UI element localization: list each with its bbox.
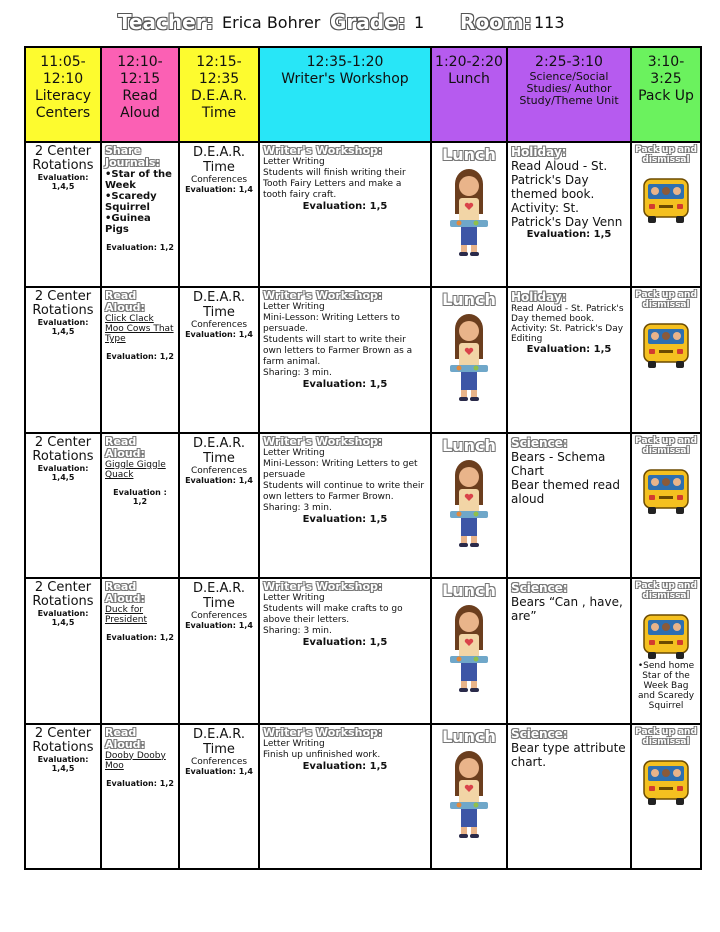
dear-evaluation: Evaluation: 1,4 <box>185 621 253 631</box>
writers-workshop-evaluation: Evaluation: 1,5 <box>302 760 388 772</box>
science-cell <box>507 433 631 578</box>
read-aloud-cell <box>101 724 179 869</box>
dear-cell <box>179 287 259 432</box>
lunch-cell <box>431 287 507 432</box>
column-header-literacy: 11:05-12:10 Literacy Centers <box>25 47 101 142</box>
column-header-read-aloud: 12:10-12:15 Read Aloud <box>101 47 179 142</box>
science-title: Holiday: <box>511 290 567 305</box>
share-journal-item: •Scaredy Squirrel <box>105 190 157 213</box>
writers-workshop-line: Students will finish writing their Tooth Fairy Letters and make a tooth fairy craft. <box>263 167 406 200</box>
dear-cell <box>179 578 259 723</box>
pack-up-cell <box>631 578 701 723</box>
lunch-cell <box>431 578 507 723</box>
pack-up-title: Pack up and dismissal <box>635 726 697 747</box>
science-cell <box>507 142 631 287</box>
teacher-label: Teacher: <box>118 10 214 34</box>
column-header-science: 2:25-3:10 Science/Social Studies/ Author Study/Theme Unit <box>507 47 631 142</box>
book-title: Duck for President <box>105 605 147 626</box>
dear-title: D.E.A.R. Time <box>193 726 245 757</box>
science-line: Read Aloud - St. Patrick's Day themed book. <box>511 304 624 325</box>
writers-workshop-cell <box>259 578 431 723</box>
writers-workshop-line: Sharing: 3 min. <box>263 502 332 513</box>
dear-evaluation: Evaluation: 1,4 <box>185 766 253 776</box>
header-row <box>25 47 701 142</box>
lunch-title: Lunch <box>442 144 496 164</box>
science-line: Bear themed read aloud <box>511 477 620 506</box>
schedule-row <box>25 724 701 869</box>
schedule-table <box>24 46 702 870</box>
dear-title: D.E.A.R. Time <box>193 290 245 321</box>
dear-conferences: Conferences <box>190 756 248 767</box>
read-aloud-evaluation: Evaluation: 1,2 <box>106 352 174 362</box>
science-evaluation: Evaluation: 1,5 <box>526 228 612 240</box>
centers-title: 2 Center Rotations <box>32 580 94 610</box>
science-title: Holiday: <box>511 144 567 159</box>
schedule-row <box>25 433 701 578</box>
book-title: Dooby Dooby Moo <box>105 750 166 771</box>
writers-workshop-title: Writer's Workshop: <box>263 289 383 303</box>
read-aloud-cell <box>101 433 179 578</box>
science-line: Bears “Can , have, are” <box>511 595 623 624</box>
writers-workshop-cell <box>259 287 431 432</box>
school-bus-icon <box>640 755 692 807</box>
centers-title: 2 Center Rotations <box>32 725 94 755</box>
literacy-centers-cell <box>25 433 101 578</box>
dear-conferences: Conferences <box>190 174 248 185</box>
centers-evaluation: Evaluation: 1,4,5 <box>37 463 89 482</box>
writers-workshop-line: Mini-Lesson: Writing Letters to get persuade <box>263 458 418 480</box>
science-cell <box>507 287 631 432</box>
writers-workshop-title: Writer's Workshop: <box>263 725 383 739</box>
lunch-cell <box>431 724 507 869</box>
page-header <box>0 10 720 38</box>
lunch-title: Lunch <box>442 290 496 310</box>
centers-evaluation: Evaluation: 1,4,5 <box>37 172 89 191</box>
pack-up-cell <box>631 433 701 578</box>
dear-cell <box>179 433 259 578</box>
writers-workshop-cell <box>259 433 431 578</box>
science-cell <box>507 578 631 723</box>
book-title: Click Clack Moo Cows That Type <box>105 314 174 345</box>
read-aloud-title: Read Aloud: <box>105 434 145 460</box>
dear-evaluation: Evaluation: 1,4 <box>185 184 253 194</box>
writers-workshop-evaluation: Evaluation: 1,5 <box>302 379 388 391</box>
read-aloud-evaluation: Evaluation: 1,2 <box>106 778 174 788</box>
room-label: Room: <box>460 10 532 34</box>
science-title: Science: <box>511 726 568 741</box>
school-bus-icon <box>640 318 692 370</box>
dear-evaluation: Evaluation: 1,4 <box>185 330 253 340</box>
writers-workshop-title: Writer's Workshop: <box>263 143 383 157</box>
writers-workshop-line: Sharing: 3 min. <box>263 626 332 637</box>
dear-cell <box>179 142 259 287</box>
school-bus-icon <box>640 464 692 516</box>
lunch-girl-icon <box>442 168 496 256</box>
pack-up-title: Pack up and dismissal <box>635 290 697 311</box>
teacher-name: Erica Bohrer <box>222 13 321 32</box>
dear-title: D.E.A.R. Time <box>193 435 245 466</box>
lunch-cell <box>431 433 507 578</box>
read-aloud-evaluation: Evaluation : 1,2 <box>113 487 167 506</box>
science-line: Bear type attribute chart. <box>511 740 626 769</box>
science-evaluation: Evaluation: 1,5 <box>526 344 612 356</box>
pack-up-title: Pack up and dismissal <box>635 581 697 602</box>
column-header-writers: 12:35-1:20 Writer's Workshop <box>259 47 431 142</box>
book-title: Giggle Giggle Quack <box>105 459 166 480</box>
literacy-centers-cell <box>25 724 101 869</box>
centers-title: 2 Center Rotations <box>32 143 94 173</box>
share-journal-item: •Star of the Week <box>105 168 172 191</box>
lunch-girl-icon <box>442 459 496 547</box>
science-cell <box>507 724 631 869</box>
lunch-girl-icon <box>442 604 496 692</box>
room-value: 113 <box>534 13 565 32</box>
column-header-pack-up: 3:10-3:25 Pack Up <box>631 47 701 142</box>
pack-up-cell <box>631 142 701 287</box>
writers-workshop-line: Students will start to write their own letters to Farmer Brown as a farm animal. <box>263 335 413 368</box>
schedule-row <box>25 287 701 432</box>
dear-evaluation: Evaluation: 1,4 <box>185 475 253 485</box>
science-line: Read Aloud - St. Patrick's Day themed book. <box>511 158 608 201</box>
pack-up-cell <box>631 724 701 869</box>
dear-conferences: Conferences <box>190 611 248 622</box>
read-aloud-title: Read Aloud: <box>105 289 145 315</box>
read-aloud-cell <box>101 142 179 287</box>
writers-workshop-line: Finish up unfinished work. <box>263 749 381 760</box>
science-line: Activity: St. Patrick's Day Editing <box>511 324 624 345</box>
lunch-title: Lunch <box>442 581 496 601</box>
lunch-title: Lunch <box>442 726 496 746</box>
pack-up-note: •Send home Star of the Week Bag and Scaredy Squirrel <box>637 661 695 712</box>
read-aloud-cell <box>101 287 179 432</box>
writers-workshop-line: Students will make crafts to go above their letters. <box>263 604 403 626</box>
column-header-lunch: 1:20-2:20 Lunch <box>431 47 507 142</box>
writers-workshop-line: Letter Writing <box>263 302 325 313</box>
writers-workshop-line: Letter Writing <box>263 593 325 604</box>
writers-workshop-line: Letter Writing <box>263 156 325 167</box>
centers-title: 2 Center Rotations <box>32 289 94 319</box>
read-aloud-title: Read Aloud: <box>105 725 145 751</box>
read-aloud-title: Share Journals: <box>105 143 160 169</box>
dear-conferences: Conferences <box>190 465 248 476</box>
writers-workshop-evaluation: Evaluation: 1,5 <box>302 200 388 212</box>
centers-evaluation: Evaluation: 1,4,5 <box>37 754 89 773</box>
writers-workshop-line: Letter Writing <box>263 447 325 458</box>
writers-workshop-line: Mini-Lesson: Writing Letters to persuade. <box>263 313 400 335</box>
writers-workshop-line: Students will continue to write their own letters to Farmer Brown. <box>263 480 425 502</box>
school-bus-icon <box>640 609 692 661</box>
writers-workshop-title: Writer's Workshop: <box>263 580 383 594</box>
centers-evaluation: Evaluation: 1,4,5 <box>37 318 89 337</box>
column-header-dear: 12:15-12:35 D.E.A.R. Time <box>179 47 259 142</box>
dear-cell <box>179 724 259 869</box>
writers-workshop-cell <box>259 142 431 287</box>
writers-workshop-cell <box>259 724 431 869</box>
read-aloud-title: Read Aloud: <box>105 580 145 606</box>
schedule-row <box>25 578 701 723</box>
schedule-row <box>25 142 701 287</box>
writers-workshop-evaluation: Evaluation: 1,5 <box>302 637 388 649</box>
grade-value: 1 <box>414 13 425 32</box>
writers-workshop-line: Letter Writing <box>263 738 325 749</box>
centers-evaluation: Evaluation: 1,4,5 <box>37 609 89 628</box>
writers-workshop-title: Writer's Workshop: <box>263 434 383 448</box>
science-title: Science: <box>511 581 568 596</box>
dear-conferences: Conferences <box>190 320 248 331</box>
lunch-girl-icon <box>442 750 496 838</box>
read-aloud-evaluation: Evaluation: 1,2 <box>106 633 174 643</box>
pack-up-title: Pack up and dismissal <box>635 435 697 456</box>
literacy-centers-cell <box>25 578 101 723</box>
pack-up-cell <box>631 287 701 432</box>
dear-title: D.E.A.R. Time <box>193 581 245 612</box>
lunch-title: Lunch <box>442 435 496 455</box>
writers-workshop-evaluation: Evaluation: 1,5 <box>302 513 388 525</box>
grade-label: Grade: <box>330 10 406 34</box>
literacy-centers-cell <box>25 287 101 432</box>
centers-title: 2 Center Rotations <box>32 434 94 464</box>
writers-workshop-line: Sharing: 3 min. <box>263 368 332 379</box>
lunch-cell <box>431 142 507 287</box>
share-journal-item: •Guinea Pigs <box>105 212 151 235</box>
dear-title: D.E.A.R. Time <box>193 144 245 175</box>
science-line: Activity: St. Patrick's Day Venn <box>511 200 623 229</box>
literacy-centers-cell <box>25 142 101 287</box>
lunch-girl-icon <box>442 313 496 401</box>
pack-up-title: Pack up and dismissal <box>635 144 697 165</box>
science-title: Science: <box>511 435 568 450</box>
science-line: Bears - Schema Chart <box>511 449 606 478</box>
read-aloud-evaluation: Evaluation: 1,2 <box>106 242 174 252</box>
read-aloud-cell <box>101 578 179 723</box>
school-bus-icon <box>640 173 692 225</box>
